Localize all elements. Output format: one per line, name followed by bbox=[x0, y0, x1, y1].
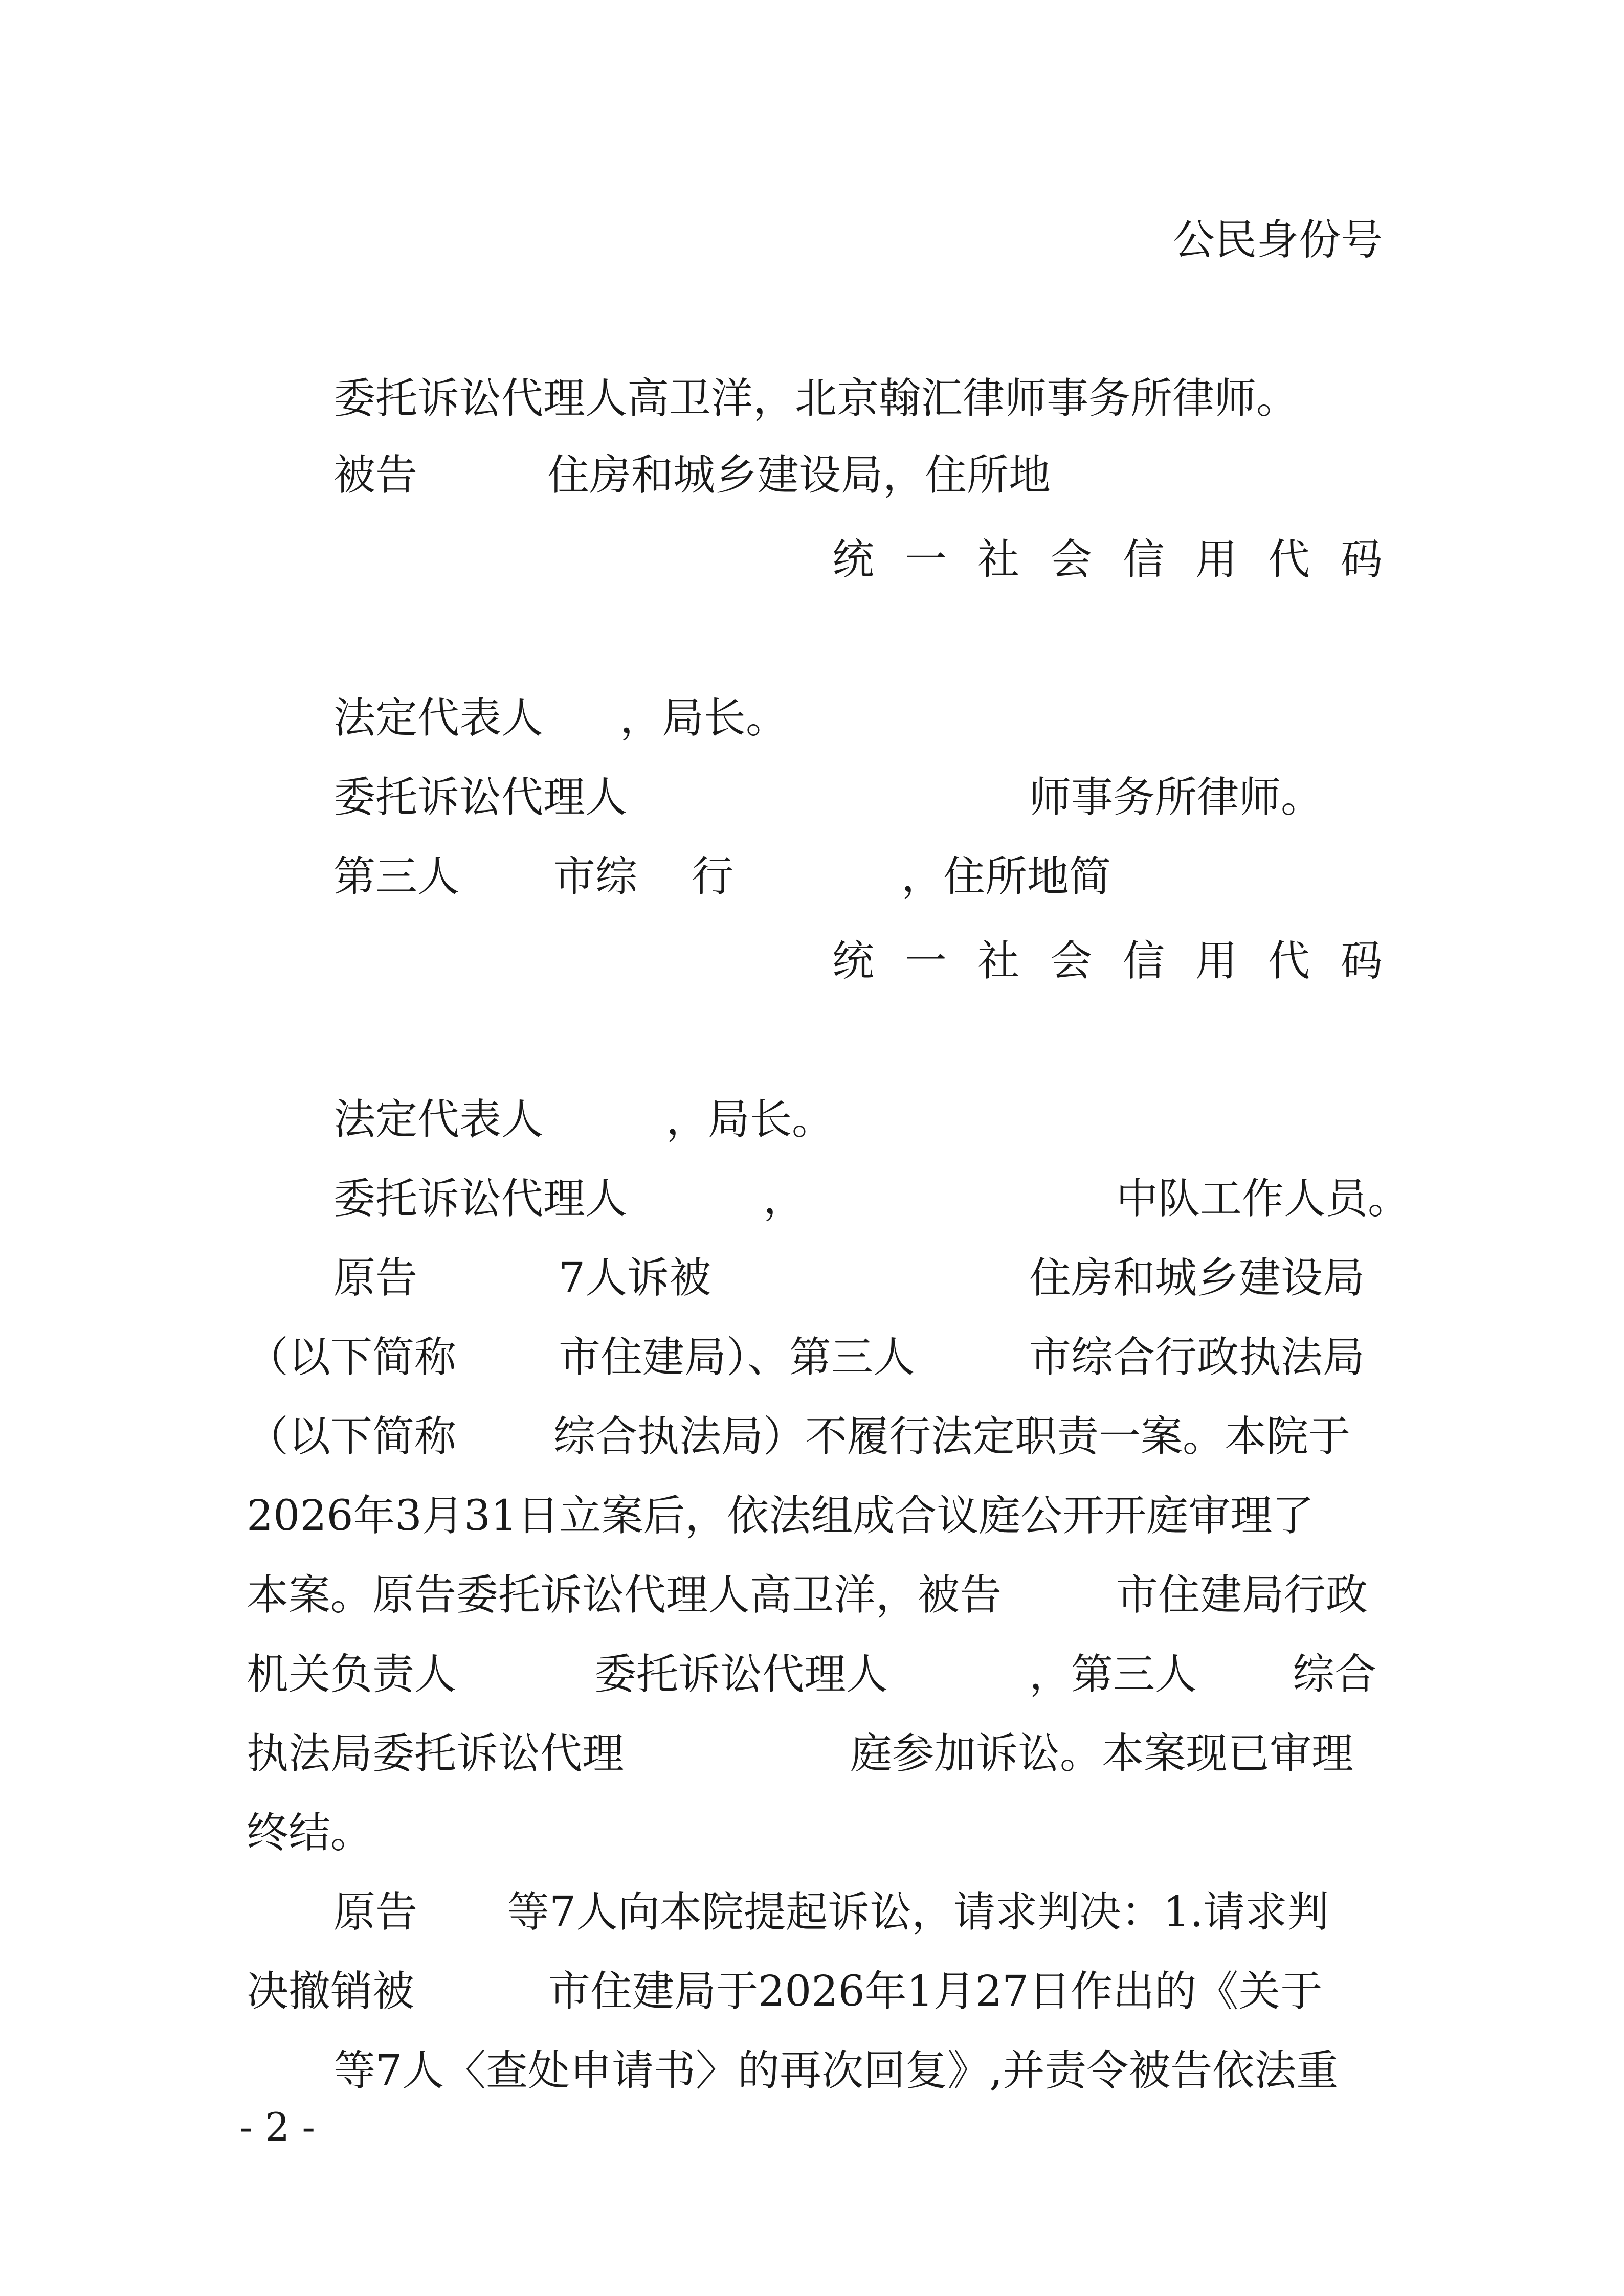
text-segment: 原告 bbox=[333, 1888, 418, 1937]
agent-label: 委托诉讼代理人 bbox=[333, 1175, 628, 1223]
paragraph-1-line-8: 终结。 bbox=[247, 1809, 373, 1857]
text-segment: 市住建局）、第三人 bbox=[559, 1333, 916, 1382]
paragraph-2-line-3: 等7人〈查处申请书〉的再次回复》,并责令被告依法重 bbox=[333, 2046, 1339, 2095]
agent-firm: 师事务所律师。 bbox=[1029, 773, 1323, 822]
text-segment: 庭参加诉讼。本案现已审理 bbox=[850, 1729, 1354, 1778]
text-segment: 机关负责人 bbox=[247, 1650, 457, 1699]
third-party-label: 第三人 bbox=[333, 852, 460, 901]
agent-role: 中队工作人员。 bbox=[1116, 1175, 1410, 1223]
text-segment: （以下简称 bbox=[247, 1333, 457, 1382]
text-segment: 市住建局行政 bbox=[1116, 1571, 1368, 1619]
agent-line-1: 委托诉讼代理人高卫洋，北京翰汇律师事务所律师。 bbox=[333, 374, 1299, 423]
text-segment: （以下简称 bbox=[247, 1412, 457, 1461]
legal-rep-label: 法定代表人 bbox=[333, 694, 544, 742]
legal-rep-label: 法定代表人 bbox=[333, 1095, 544, 1144]
text-segment: 7人诉被 bbox=[559, 1254, 711, 1302]
text-segment: ，第三人 bbox=[1029, 1650, 1197, 1699]
credit-code-line-1: 统一社会信用代码 bbox=[832, 535, 1413, 584]
text-segment: 执法局委托诉讼代理 bbox=[247, 1729, 625, 1778]
text-segment: 综合 bbox=[1293, 1650, 1377, 1699]
text-segment: 委托诉讼代理人 bbox=[594, 1650, 888, 1699]
text-segment: 本案。原告委托诉讼代理人高卫洋，被告 bbox=[247, 1571, 1002, 1619]
defendant-text: 住房和城乡建设局，住所地 bbox=[547, 451, 1051, 500]
text-segment: 住房和城乡建设局 bbox=[1029, 1254, 1365, 1302]
page-number: - 2 - bbox=[239, 2104, 316, 2150]
agent-comma: ， bbox=[763, 1175, 806, 1223]
third-party-name-b: 行 bbox=[692, 852, 734, 901]
text-segment: 原告 bbox=[333, 1254, 418, 1302]
agent-label: 委托诉讼代理人 bbox=[333, 773, 628, 822]
legal-rep-title: ，局长。 bbox=[620, 694, 788, 742]
third-party-address: ，住所地简 bbox=[901, 852, 1111, 901]
defendant-label: 被告 bbox=[333, 451, 418, 500]
text-segment: 综合执法局）不履行法定职责一案。本院于 bbox=[553, 1412, 1351, 1461]
third-party-name-a: 市综 bbox=[553, 852, 638, 901]
paragraph-1-line-4: 2026年3月31日立案后，依法组成合议庭公开开庭审理了 bbox=[247, 1492, 1315, 1540]
text-segment: 等7人向本院提起诉讼，请求判决：1.请求判 bbox=[507, 1888, 1329, 1937]
text-segment: 市住建局于2026年1月27日作出的《关于 bbox=[548, 1967, 1323, 2016]
text-segment: 市综合行政执法局 bbox=[1029, 1333, 1365, 1382]
text-segment: 决撤销被 bbox=[247, 1967, 415, 2016]
legal-rep-title: ，局长。 bbox=[666, 1095, 834, 1144]
credit-code-line-2: 统一社会信用代码 bbox=[832, 937, 1413, 985]
id-number-line: 公民身份号 bbox=[1172, 216, 1383, 264]
